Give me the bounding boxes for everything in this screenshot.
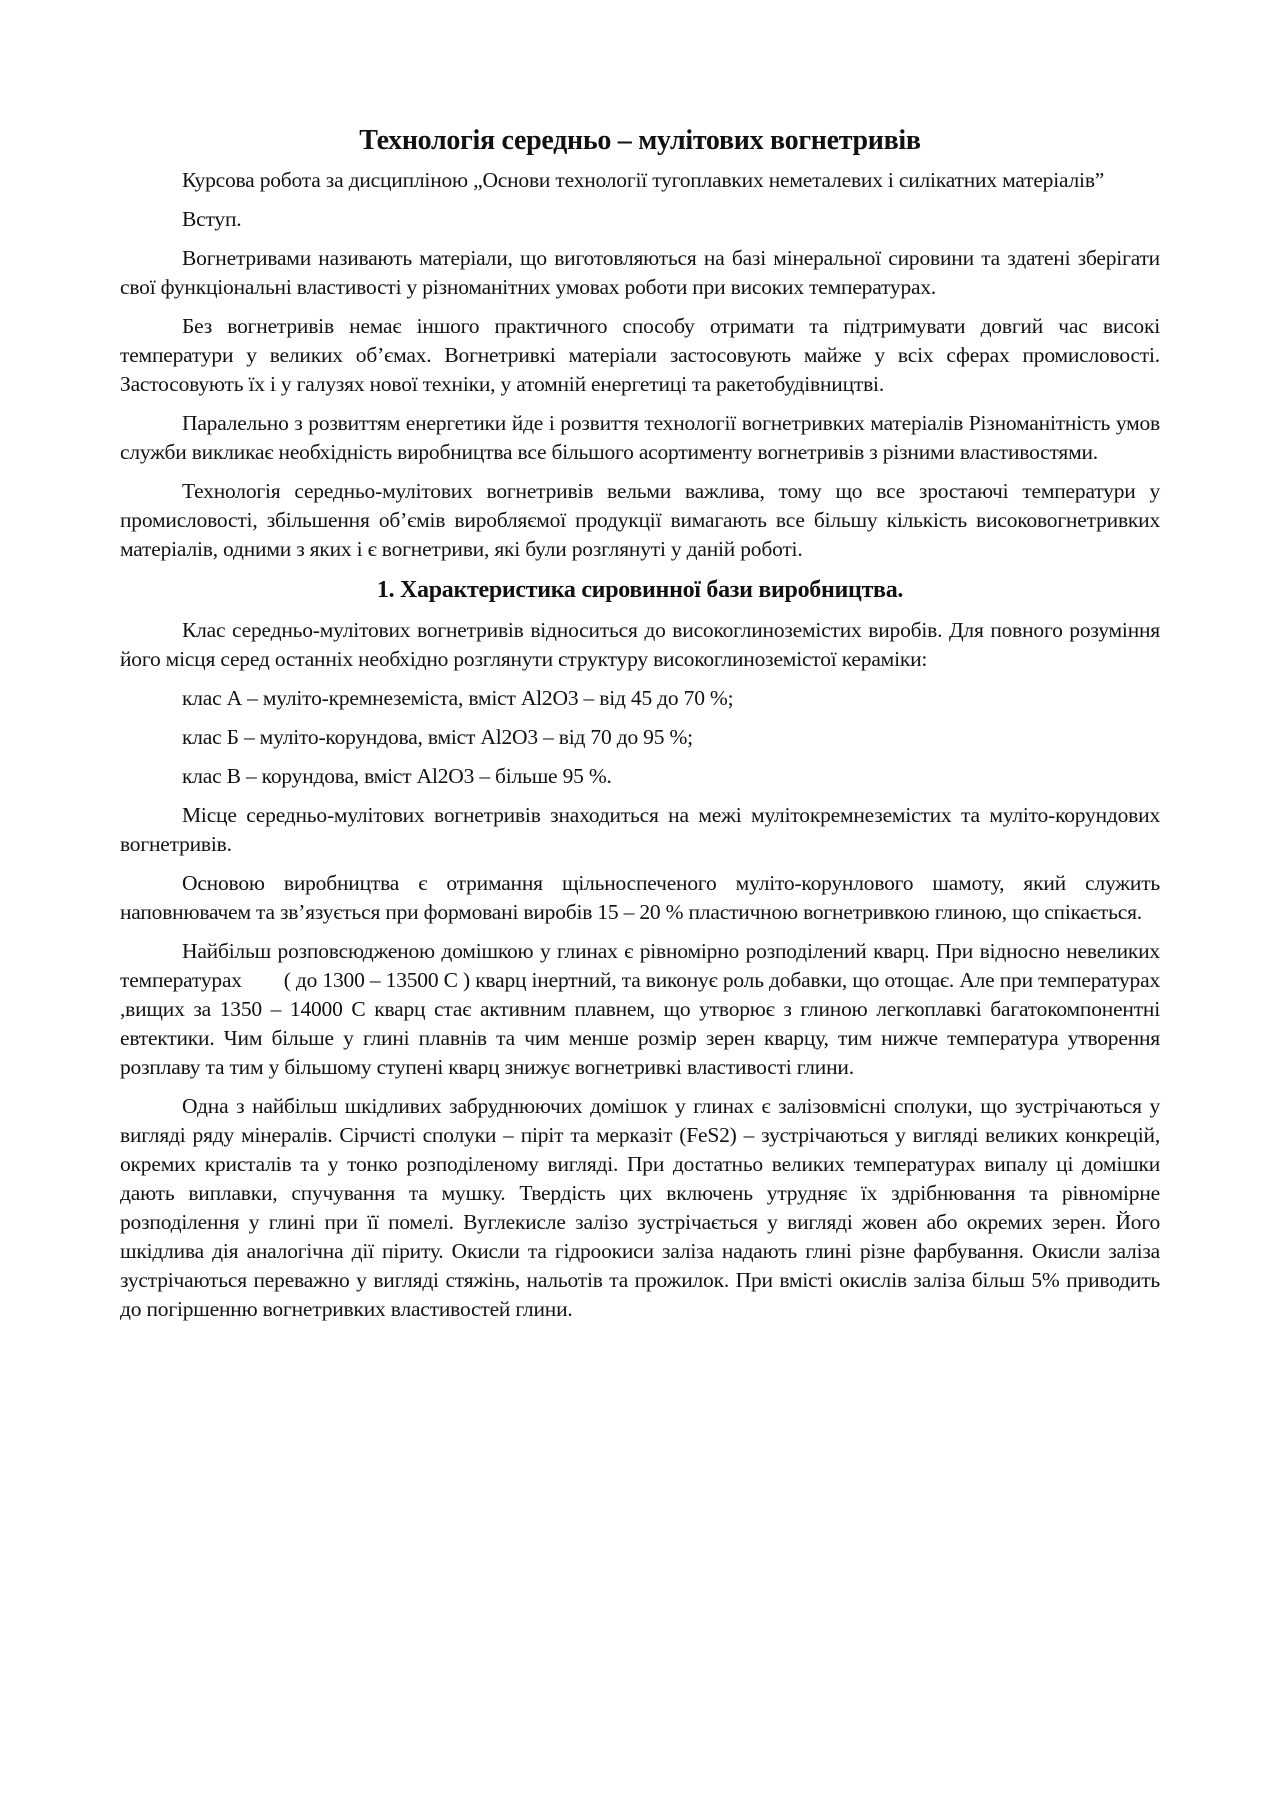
section-lead-paragraph: Клас середньо-мулітових вогнетривів відноситься до високоглиноземістих виробів. Для повного розуміння його місця серед останніх необхідно розглянути структуру високоглиноземістої кераміки: (120, 618, 1160, 671)
class-list-item: клас В – корундова, вміст Al2O3 – більше 95 %. (182, 764, 612, 788)
section-heading: 1. Характеристика сировинної бази виробництва. (376, 577, 904, 603)
intro-paragraph: Технологія середньо-мулітових вогнетривів вельми важлива, тому що все зростаючі температури у промисловості, збільшення об’ємів виробляємої продукції вимагають все більшу кількість високовогнетривких матеріалів, одними з яких і є вогнетриви, які були розглянуті у даній роботі. (120, 479, 1160, 561)
section-paragraph: Найбільш розповсюдженою домішкою у глинах є рівномірно розподілений кварц. При відносно невеликих температурах ( до 1300 – 13500 С ) кварц інертний, та виконує роль добавки, що отощає. Але при температурах ,вищих за 1350 – 14000 С кварц стає активним плавнем, що утворює з глиною легкоплавкі багатокомпонентні евтектики. Чим більше у глині плавнів та чим менше розмір зерен кварцу, тим нижче температура утворення розплаву та тим у більшому ступені кварц знижує вогнетривкі властивості глини. (120, 939, 1166, 1079)
document-page (120, 124, 1166, 1334)
document-title: Технологія середньо – мулітових вогнетривів (359, 125, 921, 156)
section-paragraph: Місце середньо-мулітових вогнетривів знаходиться на межі мулітокремнеземістих та муліто-корундових вогнетривів. (120, 803, 1160, 856)
class-list-item: клас А – муліто-кремнеземіста, вміст Al2O3 – від 45 до 70 %; (182, 686, 734, 710)
class-list-item: клас Б – муліто-корундова, вміст Al2O3 – від 70 до 95 %; (182, 725, 693, 749)
intro-paragraph: Паралельно з розвиттям енергетики йде і розвиття технології вогнетривких матеріалів Різноманітність умов служби викликає необхідність виробництва все більшого асортименту вогнетривів з різними властивостями. (120, 411, 1160, 464)
section-paragraph: Основою виробництва є отримання щільноспеченого муліто-корунлового шамоту, який служить наповнювачем та зв’язується при формовані виробів 15 – 20 % пластичною вогнетривкою глиною, що спікається. (120, 871, 1160, 924)
intro-heading: Вступ. (182, 207, 242, 231)
section-paragraph: Одна з найбільш шкідливих забруднюючих домішок у глинах є залізовмісні сполуки, що зустрічаються у вигляді ряду мінералів. Сірчисті сполуки – пiрiт та меркaзiт (FeS2) – зустрічаються у вигляді великих конкрецій, окремих кристалів та у тонко розподіленому вигляді. При достатньо великих температурах випалу ці домішки дають виплавки, спучування та мушку. Твердість цих включень утрудняє їх здрібнювання та рівномірне розподілення у глині при її помелі. Вуглекисле залізо зустрічається у вигляді жовен або окремих зерен. Його шкідлива дія аналогічна дії піриту. Окисли та гідроокиси заліза надають глині різне фарбування. Окисли заліза зустрічаються переважно у вигляді стяжінь, нальотів та прожилок. При вмісті окислів заліза більш 5% приводить до погіршенню вогнетривких властивостей глини. (120, 1094, 1160, 1321)
document-subtitle: Курсова робота за дисципліною „Основи технології тугоплавких неметалевих і силікатних матеріалів” (182, 168, 1105, 192)
intro-paragraph: Без вогнетривів немає іншого практичного способу отримати та підтримувати довгий час високі температури у великих об’ємах. Вогнетривкі матеріали застосовують майже у всіх сферах промисловості. Застосовують їх і у галузях нової техніки, у атомній енергетиці та ракетобудівництві. (120, 314, 1160, 396)
intro-paragraph: Вогнетривами називають матеріали, що виготовляються на базі мінеральної сировини та здатені зберігати свої функціональні властивості у різноманітних умовах роботи при високих температурах. (120, 246, 1160, 299)
